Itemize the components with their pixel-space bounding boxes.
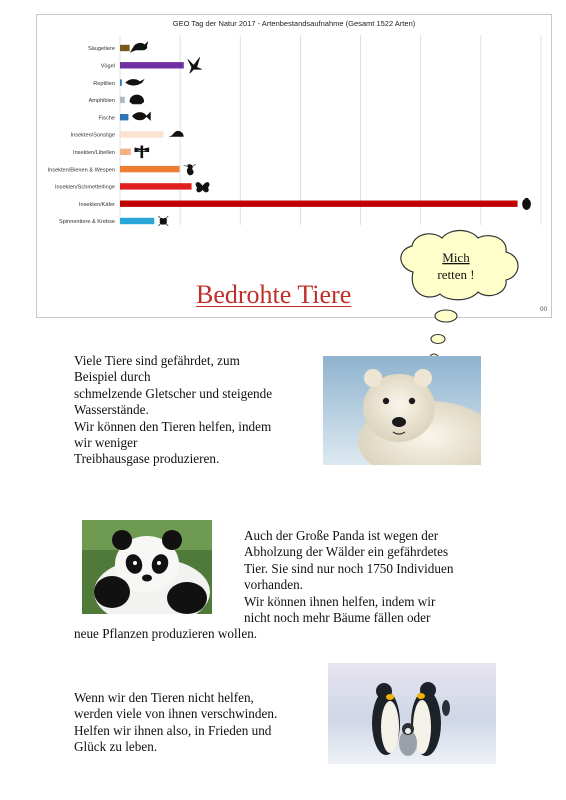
lizard-icon — [126, 79, 144, 85]
bubble-line-2: retten ! — [437, 267, 475, 282]
bar — [120, 79, 122, 85]
bar — [120, 131, 163, 137]
category-label: Insekten/Sonstige — [70, 132, 115, 139]
paragraph-climate: Viele Tiere sind gefährdet, zum Beispiel durch schmelzende Gletscher und steigende Wasserstände. Wir können den Tieren helfen, indem wir weniger Treibhausgase produzieren. — [74, 353, 273, 467]
axis-tick-label: 00 — [540, 306, 548, 313]
bubble-dot-medium — [431, 335, 445, 344]
bar — [120, 45, 130, 51]
thought-bubble — [388, 228, 528, 368]
bird-icon — [188, 57, 202, 73]
dragonfly-icon — [135, 146, 149, 158]
panda-photo — [82, 520, 212, 614]
category-label: Reptilien — [93, 80, 115, 87]
category-label: Amphibien — [88, 98, 115, 105]
spider-icon — [158, 216, 168, 226]
frog-icon — [130, 95, 144, 104]
paragraph-panda-end: neue Pflanzen produzieren wollen. — [74, 626, 258, 641]
beetle-icon — [522, 198, 530, 210]
page-heading: Bedrohte Tiere — [196, 280, 352, 309]
butterfly-icon — [196, 182, 209, 192]
category-label: Insekten/Bienen & Wespen — [47, 167, 115, 174]
bubble-cloud — [401, 231, 518, 300]
bar — [120, 97, 125, 103]
category-label: Spinnentiere & Krebse — [59, 219, 115, 226]
penguin-photo — [328, 663, 496, 764]
polar-bear-photo — [323, 356, 481, 465]
bar — [120, 166, 180, 172]
bar — [120, 183, 192, 189]
bar — [120, 149, 131, 155]
bar — [120, 201, 518, 207]
category-label: Fische — [98, 115, 115, 122]
wasp-icon — [184, 164, 196, 175]
bar — [120, 218, 154, 224]
mouse-icon — [131, 42, 148, 52]
snail-icon — [169, 131, 183, 136]
paragraph-help: Wenn wir den Tieren nicht helfen, werden viele von ihnen verschwinden. Helfen wir ihnen also, in Frieden und Glück zu leben. — [74, 690, 278, 755]
category-label: Vögel — [100, 63, 115, 70]
fish-icon — [132, 112, 150, 120]
category-label: Insekten/Schmetterlinge — [54, 184, 115, 191]
bar — [120, 114, 128, 120]
category-label: Säugetiere — [87, 46, 115, 53]
bubble-line-1: Mich — [442, 250, 470, 265]
category-label: Insekten/Käfer — [78, 201, 115, 208]
paragraph-panda: Auch der Große Panda ist wegen der Abholzung der Wälder ein gefährdetes Tier. Sie sind nur noch 1750 Individuen vorhanden. Wir können ihnen helfen, indem wir nicht noch mehr Bäume fällen oder — [244, 528, 454, 626]
category-label: Insekten/Libellen — [73, 150, 115, 156]
bar — [120, 62, 184, 68]
bubble-dot-large — [435, 310, 457, 322]
chart-title: GEO Tag der Natur 2017 - Artenbestandsaufnahme (Gesamt 1522 Arten) — [172, 19, 416, 28]
